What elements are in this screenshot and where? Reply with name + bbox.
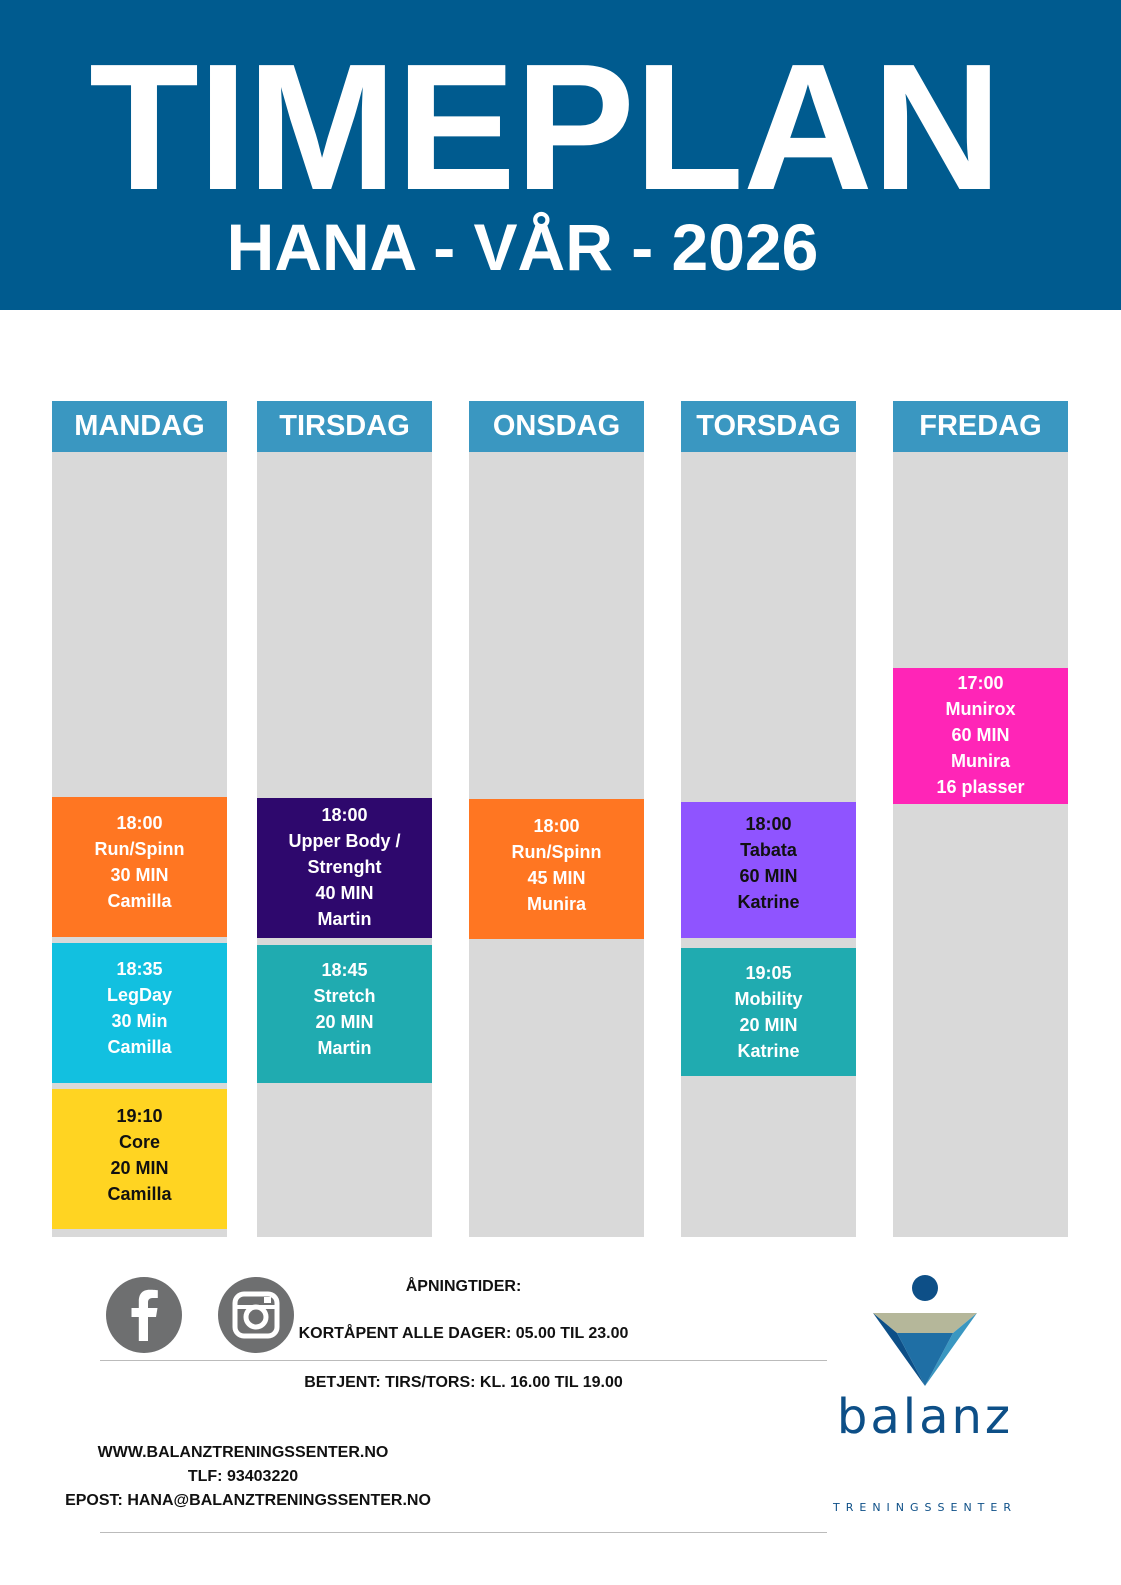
contact-website[interactable]: WWW.BALANZTRENINGSSENTER.NO xyxy=(97,1444,389,1461)
class-duration: 20 MIN xyxy=(315,1012,374,1032)
class-name: Run/Spinn xyxy=(511,842,602,862)
class-duration: 20 MIN xyxy=(110,1158,169,1178)
class-instructor: Camilla xyxy=(107,1037,172,1057)
class-duration: 60 MIN xyxy=(739,866,798,886)
opening-hours-heading: ÅPNINGTIDER: xyxy=(405,1278,522,1295)
class-block[interactable] xyxy=(52,797,227,937)
logo-wordmark: balanz xyxy=(836,1389,1014,1443)
class-instructor: Munira xyxy=(526,894,586,914)
day-column-wednesday xyxy=(469,401,644,1237)
class-duration: 30 MIN xyxy=(110,865,169,885)
day-header-wednesday: ONSDAG xyxy=(469,401,644,452)
class-instructor: Martin xyxy=(317,1038,372,1058)
class-time: 19:10 xyxy=(116,1106,163,1126)
day-header-tuesday: TIRSDAG xyxy=(257,401,432,452)
class-block[interactable] xyxy=(52,943,227,1083)
class-time: 18:00 xyxy=(745,814,792,834)
day-column-monday xyxy=(52,401,227,1237)
class-time: 18:45 xyxy=(321,960,368,980)
class-time: 18:35 xyxy=(116,959,163,979)
divider xyxy=(100,1360,827,1361)
class-name: Stretch xyxy=(313,986,376,1006)
class-instructor: Camilla xyxy=(107,891,172,911)
class-name: Core xyxy=(118,1132,160,1152)
class-instructor: Camilla xyxy=(107,1184,172,1204)
class-instructor: Katrine xyxy=(737,1041,800,1061)
class-block[interactable] xyxy=(52,1089,227,1229)
class-time: 19:05 xyxy=(745,963,792,983)
opening-hours-card-access: KORTÅPENT ALLE DAGER: 05.00 TIL 23.00 xyxy=(298,1325,629,1342)
balanz-logo xyxy=(825,1268,1025,1538)
divider xyxy=(100,1532,827,1533)
page-title: TIMEPLAN xyxy=(89,27,1001,228)
class-block[interactable] xyxy=(681,802,856,938)
class-block[interactable] xyxy=(469,799,644,939)
class-duration: 45 MIN xyxy=(527,868,586,888)
class-time: 18:00 xyxy=(321,805,368,825)
opening-hours-staffed: BETJENT: TIRS/TORS: KL. 16.00 TIL 19.00 xyxy=(304,1374,623,1391)
class-duration: 30 Min xyxy=(111,1011,168,1031)
page-subtitle: HANA - VÅR - 2026 xyxy=(226,210,819,284)
day-header-friday: FREDAG xyxy=(893,401,1068,452)
class-name: Munirox xyxy=(945,699,1016,719)
class-name: Tabata xyxy=(740,840,797,860)
day-column-thursday xyxy=(681,401,856,1237)
class-instructor: Munira xyxy=(950,751,1010,771)
class-capacity: 16 plasser xyxy=(936,777,1025,797)
class-duration: 40 MIN xyxy=(315,883,374,903)
class-instructor: Martin xyxy=(317,909,372,929)
class-time: 18:00 xyxy=(116,813,163,833)
class-block[interactable] xyxy=(257,945,432,1083)
class-block[interactable] xyxy=(257,798,432,938)
day-header-thursday: TORSDAG xyxy=(681,401,856,452)
class-name: Run/Spinn xyxy=(94,839,185,859)
day-column-friday xyxy=(893,401,1068,1237)
class-time: 17:00 xyxy=(957,673,1004,693)
class-name: Upper Body / Strenght xyxy=(288,831,401,877)
class-block[interactable] xyxy=(893,668,1068,804)
class-block[interactable] xyxy=(681,948,856,1076)
class-duration: 60 MIN xyxy=(951,725,1010,745)
header-banner xyxy=(0,0,1121,310)
day-header-monday: MANDAG xyxy=(52,401,227,452)
logo-tagline: TRENINGSSENTER xyxy=(833,1501,1017,1514)
class-name: LegDay xyxy=(106,985,173,1005)
contact-phone: TLF: 93403220 xyxy=(187,1468,299,1485)
class-name: Mobility xyxy=(734,989,803,1009)
day-column-tuesday xyxy=(257,401,432,1237)
class-time: 18:00 xyxy=(533,816,580,836)
class-duration: 20 MIN xyxy=(739,1015,798,1035)
contact-email[interactable]: EPOST: HANA@BALANZTRENINGSSENTER.NO xyxy=(65,1492,431,1509)
class-instructor: Katrine xyxy=(737,892,800,912)
